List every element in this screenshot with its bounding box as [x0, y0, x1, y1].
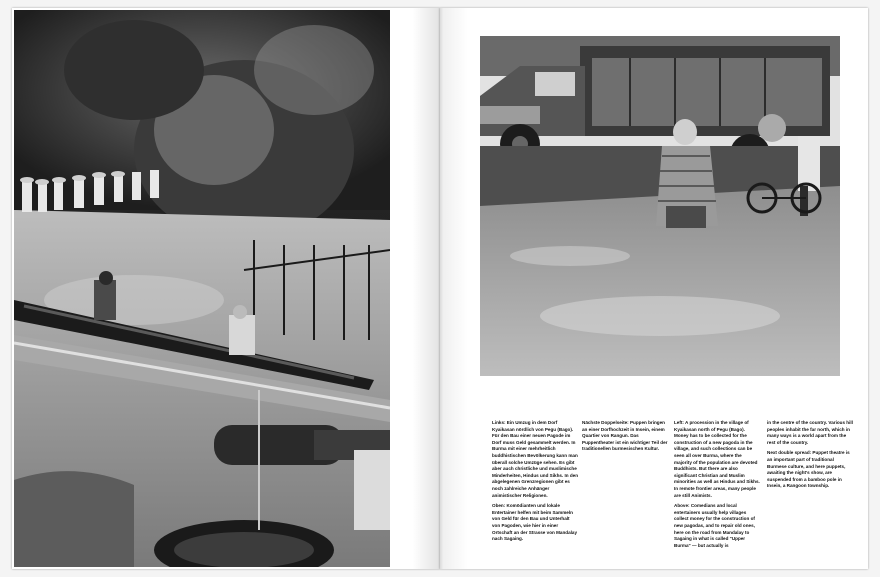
comedian-photo — [480, 36, 840, 376]
book-spread — [12, 8, 868, 569]
caption-col-4 — [767, 420, 853, 494]
left-page — [12, 8, 440, 569]
comedian-photo-image — [480, 36, 840, 376]
caption-col-3 — [674, 420, 760, 553]
procession-photo — [14, 10, 390, 567]
caption-col-2 — [582, 420, 668, 457]
caption-en-above: Above: Comedians and local entertainers usually help villages collect money for the construction of new pagodas, and to repair old ones, here on the road from Mandalay to Sagaing in what is called "Upper Burma" — but actually is — [674, 503, 755, 548]
caption-en-left: Left: A procession in the village of Kyaikasan north of Pegu (Bago). Money has to be collected for the construction of a new pagoda in the village, and such collections can be seen all over Burma, where the majority of the population are devoted Buddhists. But there are also significant Christian and Muslim minorities as well as Hindus and Sikhs. In remote frontier areas, many people are still Animists. — [674, 420, 760, 498]
caption-en-continued: in the centre of the country. Various hill peoples inhabit the far north, which in many ways is a world apart from the rest of the country. — [767, 420, 853, 445]
caption-de-above: Oben: Komödianten und lokale Entertainer helfen mit beim Sammeln von Geld für den Bau und Unterhalt von Pagoden, wie hier in einer Ortschaft an der Strasse von Mandalay nach Sagaing. — [492, 503, 578, 542]
caption-en-next: Next double spread: Puppet theatre is an important part of traditional Burmese culture, and here puppets, awaiting the night's show, are suspended from a bamboo pole in Insein, a Rangoon township. — [767, 450, 850, 489]
caption-col-1 — [492, 420, 578, 547]
caption-de-next: Nächste Doppelseite: Puppen bringen an einer Dorfhochzeit in Insein, einem Quartier von Rangun. Das Puppentheater ist ein wichtiger Teil der traditionellen burmesischen Kultur. — [582, 420, 668, 452]
procession-photo-image — [14, 10, 390, 567]
caption-de-left: Links: Ein Umzug in dem Dorf Kyaikasan nördlich von Pegu (Bago). Für den Bau einer neuen Pagode im Dorf muss Geld gesammelt werden. In Burma mit einer mehrheitlich buddhistischen Bevölkerung kann man überall solche Umzüge sehen. Es gibt aber auch christliche und muslimische Minderheiten, Hindus und Sikhs. In den abgelegenen Grenzregionen gibt es noch zahlreiche Anhänger animistischer Religionen. — [492, 420, 579, 498]
